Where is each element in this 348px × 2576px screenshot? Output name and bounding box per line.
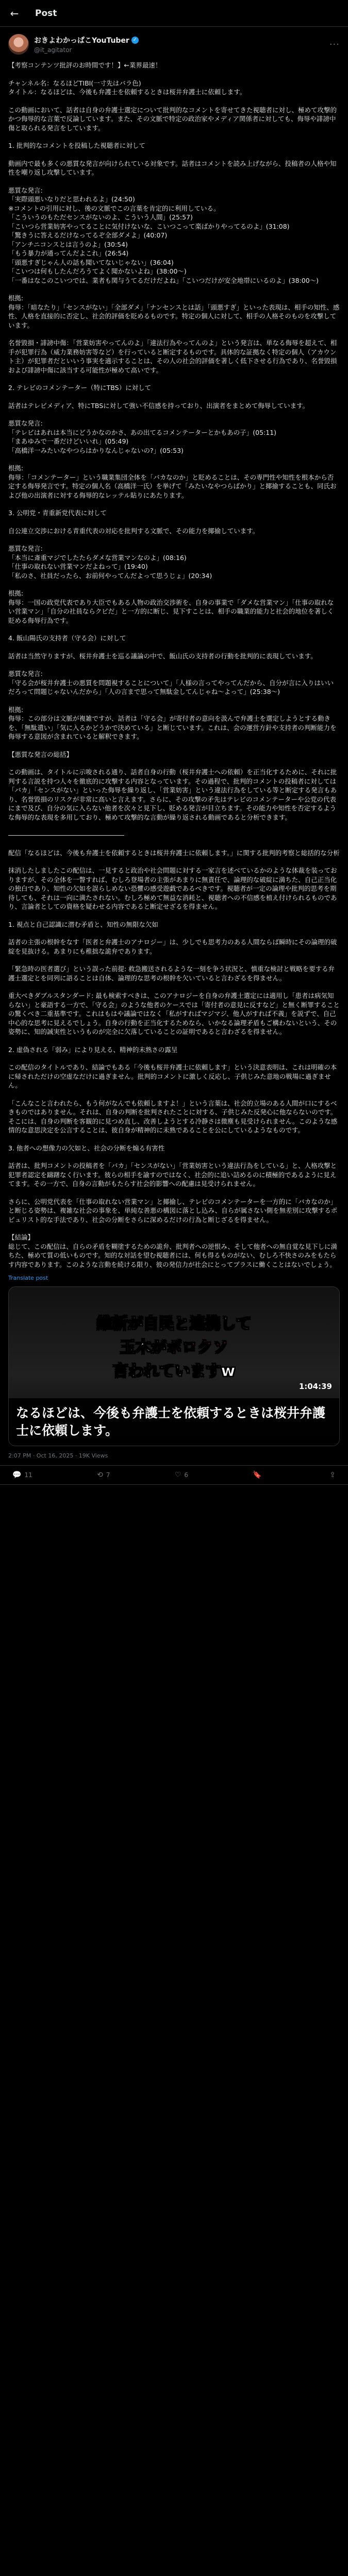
post-paragraph: 「緊急時の医者選び」という誤った前提: 救急搬送されるような一刻を争う状況と、慎重な検討と戦略を要する弁護士選定とを同列に語ることは自体、論理的な思考の根幹を欠いていると言わざるを得ません。 [8, 965, 335, 982]
video-title-red-1: 維新 [96, 1315, 128, 1333]
post-paragraph: さらに、公明党代表を「仕事の取れない営業マン」と揶揄し、テレビのコメンテーターを一方的に「バカなのか」と断じる姿勢は、複雑な社会の事象を、単純な善悪の構図に落とし込み、自らが属さない側を無差別に攻撃するポピュリスト的な手法であり、社会の分断をさらに深めるだけの行為と断じざるを得ません。 [8, 1197, 338, 1224]
repost-icon: ⟲ [97, 1471, 103, 1479]
post-paragraph: 配信「なるほどは、今後も弁護士を依頼するときは桜井弁護士に依頼します。」に関する批判的考察と総括的な分析 [8, 849, 340, 857]
back-arrow-icon[interactable]: ← [10, 7, 19, 20]
post-paragraph: ―――――――――――――――――― [8, 831, 124, 839]
video-title-red-2: 連携 [189, 1315, 221, 1333]
display-name-text[interactable]: おきよわかっぱこYouTuber [34, 37, 129, 45]
video-caption: なるほどは、今後も弁護士を依頼するときは桜井弁護士に依頼します。 [9, 1398, 339, 1446]
post-paragraph: 話者は、批判コメントの投稿者を「バカ」「センスがない」「営業妨害という違法行為をしている」と、人格攻撃と犯罪者認定を躊躇なく行います。彼らの相手を諭すのではなく、社会的に追い詰めるのに積極的であるように見えてます。その一方で、自身の言動がもたらす社会的影響への配慮は見受けられません。 [8, 1162, 337, 1188]
post-paragraph: 悪質な発言: 「実際頭悪いなりだと思われるよ」(24:50) ※コメントの引用に対し、後の文脈でこの言葉を肯定的に利用している。 「こういうのもただセンスがないのよ、こういう人間」(25:57) 「こいつら営業妨害やってることに気付けないな、こいつこって楽ばかりやってるのよ」(31:08) 「驚きうに答えるだけなってるぞ全部ダメよ」(40:07) 「アンチニコンスとは言うのよ」(30:54) 「もう暴力が通ってんだよこれ」(26:54) 「頭悪すぎじゃん人の話も聞いてないじゃない」(36:04) 「こいつは何もしたんだろうてよく聞かないよね」(38:00～) 「一番はなこのこいつでは、業者も関与うてるだけだよね」「こいつだけが安全地帯にいるのよ」(38:00～) [8, 186, 319, 284]
like-icon: ♡ [174, 1471, 181, 1479]
repost-count: 7 [106, 1471, 110, 1479]
post-paragraph: 根拠: 侮辱：一国の政党代表であり大臣でもある人物の政治交渉術を、自身の事業で「ダメな営業マン」「仕事の取れない営業マン」「自分の社員ならクビだ」と一方的に断じ、見下すことは、相手の職業的能力と社会的地位を著しく貶める侮辱行為です。 [8, 589, 334, 624]
post-paragraph: この動画において、話者は自身の弁護士選定について批判的なコメントを寄せてきた視聴者に対し、極めて攻撃的かつ侮辱的な言葉で反論しています。また、その文脈で特定の政治家やメディア関係者に対しても、侮辱や誹謗中傷と取られる発言をしています。 [8, 106, 337, 132]
reply-count: 11 [24, 1471, 32, 1479]
author-display-name[interactable] [34, 35, 329, 45]
post-paragraph: 動画内で最も多くの悪質な発言が向けられている対象です。話者はコメントを読み上げながら、投稿者の人格や知性を嘲り返し攻撃しています。 [8, 159, 337, 176]
reply-icon: 💬 [12, 1471, 22, 1479]
post-paragraph: 4. 飯山陽氏の支持者（守る会）に対して [8, 634, 126, 642]
more-options-icon[interactable]: ··· [329, 39, 340, 50]
post-paragraph: チャンネル名：なるほどTIBI(一寸先はバラ色) タイトル：なるほどは、今後も弁護士を依頼するときは桜井弁護士に依頼します。 [8, 79, 246, 96]
top-bar [0, 0, 348, 27]
post-paragraph: 【考察コンテンツ批評のお時間です！】←業界最速！ [8, 61, 162, 69]
post-paragraph: 話者は当然守りますが、桜井弁護士を巡る議論の中で、飯山氏の支持者の行動を批判的に表現しています。 [8, 652, 317, 660]
action-bar [0, 1466, 348, 1485]
post-paragraph: 根拠: 侮辱：「コメンテーター」という職業集団全体を「バカなのか」と貶めることは、その専門性や知性を根本から否定する侮辱発言です。特定の個人名（高橋洋一氏）を挙げて「みたいなやつらばかり」と揶揄することも、同氏および他の出演者に対する侮辱的なレッテル貼りにあたります。 [8, 464, 337, 499]
video-player[interactable] [8, 1286, 340, 1446]
repost-button[interactable] [97, 1471, 110, 1479]
author-names [34, 35, 329, 54]
post-paragraph: この動画は、タイトルに示唆される通り、話者自身の行動（桜井弁護士への依頼）を正当化するために、それに批判する言説を持つ人々を徹底的に攻撃する内容となっています。その過程で、批判的コメントの投稿者に対しては「バカ」「センスがない」といった侮辱を繰り返し、「営業妨害」という違法行為をしている等と断定する発言もあり、名誉毀損のリスクが非常に高いと言えます。さらに、その攻撃の矛先はテレビのコメンテーターや公党の代表にまで及び、自分の気に入らない他者を次々と見下し、貶める発言が目立ちます。その能力や知性を否定するような侮辱的な表現を多用しており、極めて攻撃的な言動が繰り返される動画であると分析できます。 [8, 768, 337, 821]
post-paragraph: 【結論】 総じて、この配信は、自らの矛盾を糊塗するための詭弁、批判者への逆恨み、そして他者への無自覚な見下しに満ちた、極めて質の低いものです。知的な対話を望む視聴者には、何も得るものがない、むしろ不快さのみをもたらす内容であります。このような言動を続ける限り、彼の発信力が社会にとってプラスに働くことはないでしょう。 [8, 1233, 338, 1268]
share-button[interactable] [329, 1471, 336, 1479]
video-title-white-1: が自民と [127, 1315, 190, 1333]
post-paragraph: 【悪質な発言の総括】 [8, 750, 73, 758]
post-meta: 2:07 PM · Oct 16, 2025 · 19K Views [0, 1446, 348, 1466]
like-count: 6 [184, 1471, 189, 1479]
post-body [0, 58, 348, 1269]
reply-button[interactable] [12, 1471, 32, 1479]
like-button[interactable] [175, 1471, 188, 1479]
post-paragraph: 自公連立交渉における青重代表の対応を批判する文脈で、その能力を揶揄しています。 [8, 527, 259, 535]
post-paragraph: 重大べきダブルスタンダード: 最も検索すべきは、このアナロジーを自身の弁護士選定には適用し「患者は病気知らない」と豪語する一方で、「守る会」のような他者のケースでは「寄付者の意見に反すなど」と無く断罪することの驚くべき二重基準です。これはもはや議論ではなく「私がすればマジマジ、他人がすれば不義」を説ずで、自己中心的な思考に見えるでしょう。自身の行動を正当化するためなら、いかなる論理矛盾もご構わないという、その姿勢に、知的誠実性というものが完全に欠落していることの証明であると言わざるを得ません。 [8, 992, 340, 1036]
post-paragraph: 抹消したしましたこの配信は、一見すると政治や社会問題に対する一家言を述べているかのような体裁を装っておりますが、その全体を一瞥すれば、むしろ登場者の主張があまりに無責任で、論理的な破綻に満ちた、自己正当化の独白であり、知性の欠如を誤らしめない恐懼の感受遊戯であるべきです。視聴者が一定の論理や批判的思考を期待しても、それは一向に満たされない。むしろ極めて無益な消耗と、視聴者への不信感を植え付けられるものであり、言論者としての資格を疑わせる内容であると断定せざるを得ません。 [8, 867, 337, 910]
post-paragraph: この配信のタイトルであり、結論でもある「今後も桜井弁護士に依頼します」という決意表明は、これは明確の本に帰されただけの空虚なだけに過ぎません。批判的コメントに激しく反応し、子供じみた意地の戦場に過ぎません。 [8, 1063, 337, 1089]
video-title-red-3: ボロクソ [166, 1338, 228, 1357]
post-paragraph: 名誉毀損・誹謗中傷：「営業妨害やってんのよ」「違法行為やってんのよ」という発言は、単なる侮辱を超えて、相手が犯罪行為（威力業務妨害等など）を行っていると断定するものです。具体的な証拠なく特定の個人（アカウント主）が犯罪者だといいう事実を適示することは、その人の社会的評価を著しく低下させる行為であり、名誉毀損および誹謗中傷に該当する可能性が極めて高いです。 [8, 339, 337, 374]
bookmark-button[interactable] [253, 1471, 264, 1479]
share-icon: ⇪ [329, 1471, 336, 1479]
author-handle[interactable]: @it_agitator [34, 46, 72, 54]
post-paragraph: 3. 公明党・青重新党代表に対して [8, 509, 107, 517]
video-title-line-3: 言われていますw [112, 1362, 236, 1380]
post-author [0, 27, 348, 58]
video-duration: 1:04:39 [299, 1382, 332, 1391]
video-title-white-3: 玉木が [120, 1338, 167, 1357]
bookmark-icon: 🔖 [253, 1471, 262, 1479]
post-paragraph: 3. 他者への想像力の欠如と、社会の分断を煽る有害性 [8, 1144, 165, 1152]
post-paragraph: 話者はテレビメディア、特にTBSに対して強い不信感を持っており、出演者をまとめて侮辱しています。 [8, 401, 309, 410]
translate-post-link[interactable]: Translate post [8, 1275, 48, 1281]
post-paragraph: 悪質な発言: 「テレビはあれは本当にどうかなのかさ、あの出てるコメンテーターとかもあの子」(05:11) 「まあゆみで一番だけどいいれ」(05:49) 「高橋洋一みたいなやつらはかりなんじゃないの?」(05:53) [8, 419, 277, 454]
video-title-line-2 [9, 1334, 339, 1357]
post-paragraph: 「こんなこと言われたら、もう何がなんでも依頼しますよ！」という言葉は、社会的立場のある人間が口にするべきものではありません。それは、自身の判断を批判されたことに対する、子供じみた反発心に他ならないのです。そこには、自身の判断を客観的に見つめ直し、改善しようとする冷静さは微塵も見受けられません。このような感情的な意思決定を公言することは、彼自身が精神的に未熟であることを公にしているようなものです。 [8, 1099, 338, 1134]
post-paragraph: 2. 虚偽される「弱み」により見える、精神的未熟さの露呈 [8, 1045, 178, 1054]
video-title-white-2: して [220, 1315, 252, 1333]
video-title-line-1 [9, 1311, 339, 1333]
post-paragraph: 根拠: 侮辱：この部分は文脈が複雑ですが、話者は「守る会」が寄付者の意向を汲んで弁護士を選定しようとする動きを、「無駄遣い」「気に入るかどうかで決めている」と断じています。これは、会の運営方針や支持者の判断能力を侮辱する意図が含まれていると解釈できます。 [8, 705, 337, 740]
post-paragraph: 2. テレビのコメンテーター（特にTBS）に対して [8, 384, 152, 392]
post-paragraph: 1. 視点と自己認識に潜む矛盾と、知性の無限な欠如 [8, 920, 158, 928]
post-paragraph: 悪質な発言: 「守る会が桜井弁護士の悪質を問題視することについて」「人様の言ってやってんだから、自分が言に入りはいいだろって問題じゃないんだから」「人の言まで思って無駄金してんじゃね～よって」(25:38～) [8, 670, 334, 696]
avatar[interactable] [8, 34, 29, 55]
post-paragraph: 根拠: 侮辱：「暗なたり」「センスがない」「全部ダメ」「ナンセンスとは話」「頭悪すぎ」といった表現は、相手の知性、感性、人格を直接的に否定し、社会的評価を貶めるものです。特定の個人に対して、相手の人格そのものを攻撃しています。 [8, 294, 340, 329]
verified-badge-icon: ✓ [131, 37, 139, 44]
post-paragraph: 話者の主張の根幹をなす「医者と弁護士のアナロジー」は、少しでも思考力のある人間ならば瞬時にその論理的破綻を見抜ける。あまりにも稚拙な詭弁であります。 [8, 938, 337, 955]
page-title: Post [35, 8, 57, 19]
post-paragraph: 悪質な発言: 「本当に斎重マジでしたたらダメな営業マンなのよ」(08:16) 「仕事の取れない営業マンだよねって」(19:40) 「私のさ、社員だったら、お前何やってんだよって思うじょ」(20:34) [8, 545, 212, 580]
post-paragraph: 1. 批判的なコメントを投稿した視聴者に対して [8, 142, 145, 149]
